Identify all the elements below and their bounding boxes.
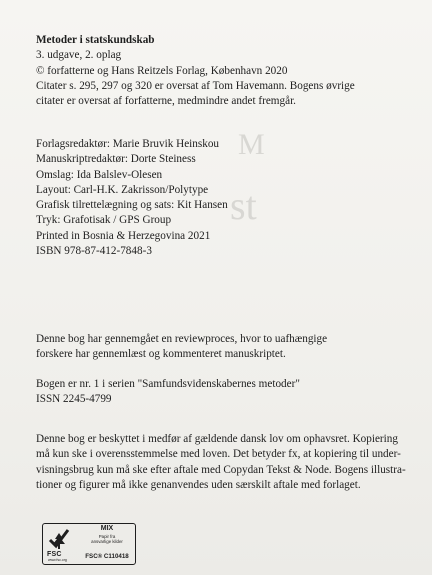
fsc-url: www.fsc.org — [48, 558, 67, 562]
credit-layout: Layout: Carl-H.K. Zakrisson/Polytype — [36, 183, 209, 196]
review-text: forskere har gennemlæst og kommenteret manuskriptet. — [36, 348, 286, 361]
legal-text: visningsbrug kun må ske efter aftale med Copydan Tekst & Node. Bogens illustra- — [36, 463, 406, 476]
fsc-license-code: FSC® C110418 — [85, 553, 129, 560]
issn: ISSN 2245-4799 — [36, 393, 112, 406]
credit-typesetting: Grafisk tilrettelægning og sats: Kit Hansen — [36, 199, 228, 212]
citation-note: Citater s. 295, 297 og 320 er oversat af Tom Havemann. Bogens øvrige — [36, 79, 355, 92]
legal-text: Denne bog er beskyttet i medfør af gældende dansk lov om ophavsret. Kopiering — [36, 433, 398, 445]
fsc-label — [42, 523, 136, 565]
credit-editor: Forlagsredaktør: Marie Bruvik Heinskou — [36, 138, 220, 150]
fsc-subtitle-line: ansvarlige kilder — [91, 539, 123, 544]
show-through-shape: M — [238, 128, 265, 161]
copyright: © forfatterne og Hans Reitzels Forlag, København 2020 — [36, 64, 288, 77]
series-info: Bogen er nr. 1 i serien "Samfundsvidenskabernes metoder" — [36, 378, 300, 390]
legal-notice — [36, 432, 406, 493]
colophon-block — [36, 33, 406, 109]
fsc-subtitle-line: Papir fra — [98, 534, 116, 539]
review-text: Denne bog har gennemgået en reviewproces, hvor to uafhængige — [36, 333, 328, 345]
printed-in: Printed in Bosnia & Herzegovina 2021 — [36, 229, 211, 242]
citation-note: citater er oversat af forfatterne, medmindre andet fremgår. — [36, 95, 296, 108]
fsc-subtitle — [79, 534, 135, 544]
legal-text: må kun ske i overensstemmelse med loven. Det betyder fx, at kopiering til under- — [36, 448, 401, 461]
fsc-mix-label: MIX — [100, 525, 114, 532]
edition: 3. udgave, 2. oplag — [36, 49, 122, 62]
book-title: Metoder i statskundskab — [36, 34, 155, 46]
series-block — [36, 377, 300, 408]
isbn: ISBN 978-87-412-7848-3 — [36, 245, 152, 258]
credit-cover: Omslag: Ida Balslev-Olesen — [36, 168, 163, 181]
review-note — [36, 332, 406, 363]
fsc-abbreviation: FSC — [47, 551, 62, 558]
credit-manuscript-editor: Manuskriptredaktør: Dorte Steiness — [36, 153, 196, 166]
show-through-shape: st — [230, 183, 257, 228]
legal-text: tioner og figurer må ikke genanvendes uden særskilt aftale med forlaget. — [36, 478, 361, 491]
credits-block — [36, 137, 228, 259]
credit-print: Tryk: Grafotisak / GPS Group — [36, 214, 172, 227]
